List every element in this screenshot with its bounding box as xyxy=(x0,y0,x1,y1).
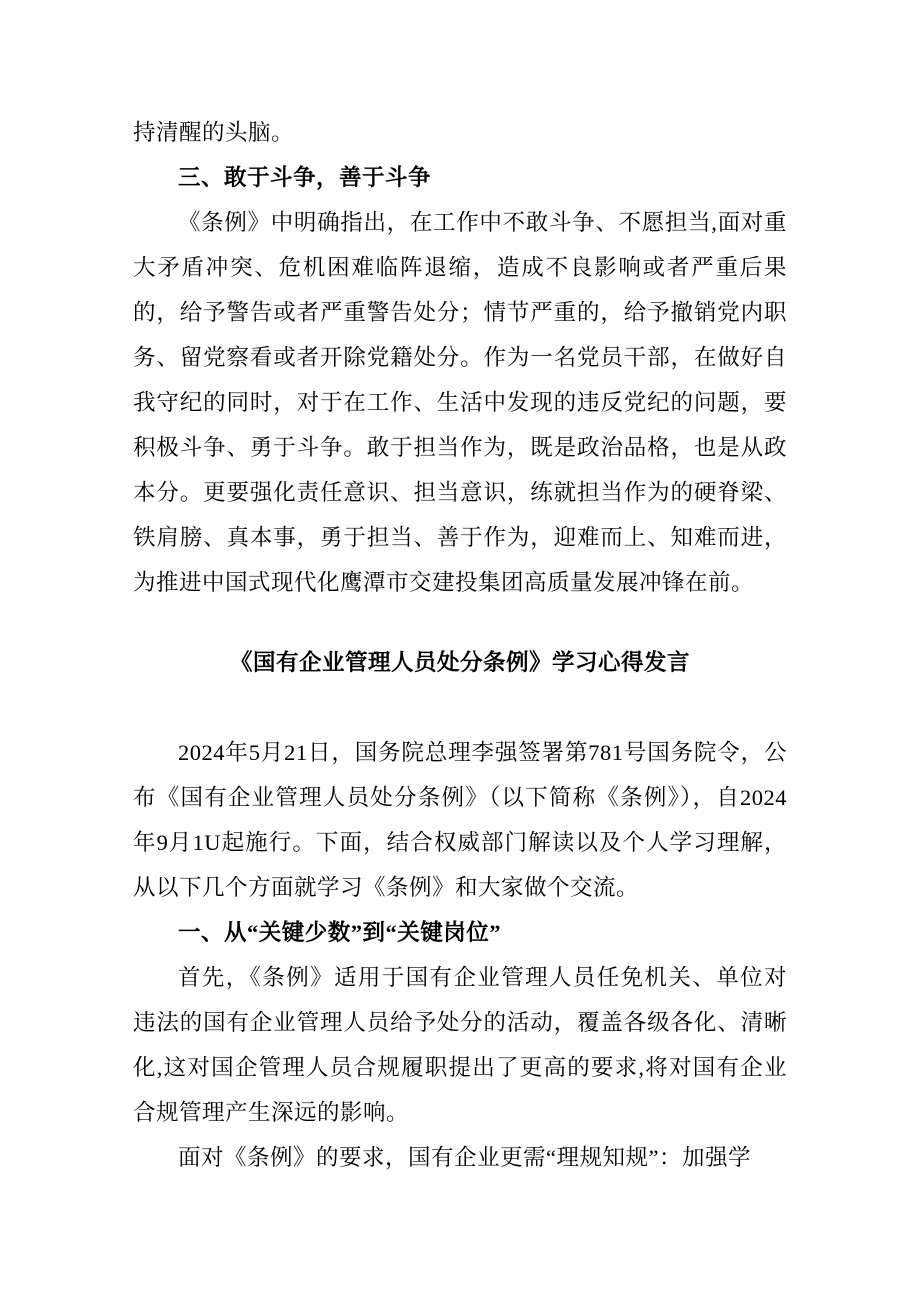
paragraph-intro: 2024年5月21日，国务院总理李强签署第781号国务院令，公布《国有企业管理人员处分条例》（以下简称《条例》），自2024年9月1U起施行。下面，结合权威部门解读以及个人学习理解，从以下几个方面就学习《条例》和大家做个交流。 xyxy=(133,740,787,900)
document-body xyxy=(133,110,787,1180)
paragraph-partial-last: 面对《条例》的要求，国有企业更需“理规知规”：加强学 xyxy=(178,1145,751,1170)
section-heading-3: 三、敢于斗争，善于斗争 xyxy=(178,165,432,190)
paragraph-section-3-body: 《条例》中明确指出，在工作中不敢斗争、不愿担当,面对重大矛盾冲突、危机困难临阵退缩，造成不良影响或者严重后果的，给予警告或者严重警告处分；情节严重的，给予撤销党内职务、留党察看或者开除党籍处分。作为一名党员干部，在做好自我守纪的同时，对于在工作、生活中发现的违反党纪的问题，要积极斗争、勇于斗争。敢于担当作为，既是政治品格，也是从政本分。更要强化责任意识、担当意识，练就担当作为的硬脊梁、铁肩膀、真本事，勇于担当、善于作为，迎难而上、知难而进，为推进中国式现代化鹰潭市交建投集团高质量发展冲锋在前。 xyxy=(133,210,787,595)
paragraph-continuation: 持清醒的头脑。 xyxy=(133,120,295,145)
paragraph-section-1-body: 首先，《条例》适用于国有企业管理人员任免机关、单位对违法的国有企业管理人员给予处分的活动，覆盖各级各化、清晰化,这对国企管理人员合规履职提出了更高的要求,将对国有企业合规管理产生深远的影响。 xyxy=(133,965,787,1125)
document-title: 《国有企业管理人员处分条例》学习心得发言 xyxy=(229,650,690,675)
section-heading-1: 一、从“关键少数”到“关键岗位” xyxy=(178,920,502,945)
